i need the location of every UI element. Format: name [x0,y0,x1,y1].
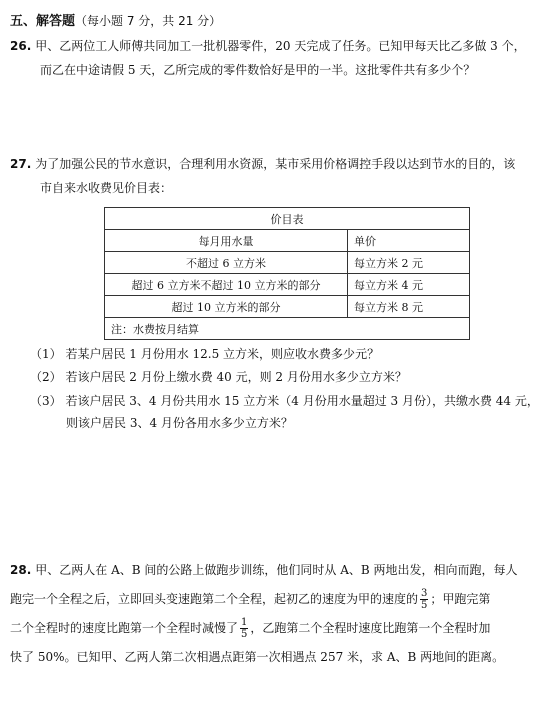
fraction-denominator: 5 [421,600,428,611]
price-cell: 每立方米 2 元 [348,252,470,274]
section-heading [10,10,221,29]
q27-sub3 [30,390,546,434]
q28-text-2a: 跑完一个全程之后，立即回头变速跑第二个全程，起初乙的速度为甲的速度的 [10,592,419,606]
q28-text-2b: ；甲跑完第 [430,592,491,606]
usage-cell: 不超过 6 立方米 [105,252,348,274]
price-table-header-row [105,230,470,252]
usage-cell: 超过 6 立方米不超过 10 立方米的部分 [105,274,348,296]
q28-text-3b: ，乙跑第二个全程时速度比跑第一个全程时加 [250,621,491,635]
table-row [105,296,470,318]
price-cell: 每立方米 8 元 [348,296,470,318]
fraction-numerator: 1 [241,617,248,628]
q27-sub2: （2） 若该户居民 2 月份上缴水费 40 元，则 2 月份用水多少立方米？ [30,370,407,384]
fraction-one-fifth [240,617,248,640]
q27-sub1: （1） 若某户居民 1 月份用水 12.5 立方米，则应收水费多少元？ [30,347,380,361]
fraction-numerator: 3 [421,588,428,599]
q26-line1 [10,34,546,58]
q26-text-1: 甲、乙两位工人师傅共同加工一批机器零件，20 天完成了任务。已知甲每天比乙多做 3 个， [35,39,526,53]
question-26 [10,34,546,82]
q27-line1 [10,152,546,176]
header-price: 单价 [348,230,470,252]
q26-number: 26. [10,39,32,53]
q28-line3 [10,614,546,643]
question-27 [10,152,546,200]
table-row [105,274,470,296]
price-table-note-row [105,318,470,340]
price-table-title: 价目表 [105,208,470,230]
section-title: 五、解答题 [10,14,76,29]
q27-number: 27. [10,157,32,171]
price-table-note: 注：水费按月结算 [105,318,470,340]
fraction-denominator: 5 [241,629,248,640]
q28-line4: 快了 50%。已知甲、乙两人第二次相遇点距第一次相遇点 257 米，求 A、B 两地间的距离。 [10,650,505,664]
q26-line2: 而乙在中途请假 5 天，乙所完成的零件数恰好是甲的一半。这批零件共有多少个？ [40,63,476,77]
q28-text-1: 甲、乙两人在 A、B 间的公路上做跑步训练，他们同时从 A、B 两地出发，相向而跑，每人 [35,563,518,577]
price-table [104,207,470,340]
fraction-three-fifths [420,588,428,611]
price-cell: 每立方米 4 元 [348,274,470,296]
price-table-title-row [105,208,470,230]
question-28 [10,556,546,672]
section-note: （每小题 7 分，共 21 分） [75,14,222,28]
table-row [105,252,470,274]
q27-line2: 市自来水收费见价目表： [40,181,173,195]
q28-line2 [10,585,546,614]
q27-sub3-line2: 则该户居民 3、4 月份各用水多少立方米？ [66,416,293,430]
q28-number: 28. [10,563,32,577]
q28-text-3a: 二个全程时的速度比跑第一个全程时减慢了 [10,621,239,635]
usage-cell: 超过 10 立方米的部分 [105,296,348,318]
q27-text-1: 为了加强公民的节水意识，合理利用水资源，某市采用价格调控手段以达到节水的目的，该 [35,157,516,171]
q27-sub3-line1: （3） 若该户居民 3、4 月份共用水 15 立方米（4 月份用水量超过 3 月份），共缴水费 44 元， [30,394,539,408]
header-usage: 每月用水量 [105,230,348,252]
q28-line1 [10,556,546,585]
